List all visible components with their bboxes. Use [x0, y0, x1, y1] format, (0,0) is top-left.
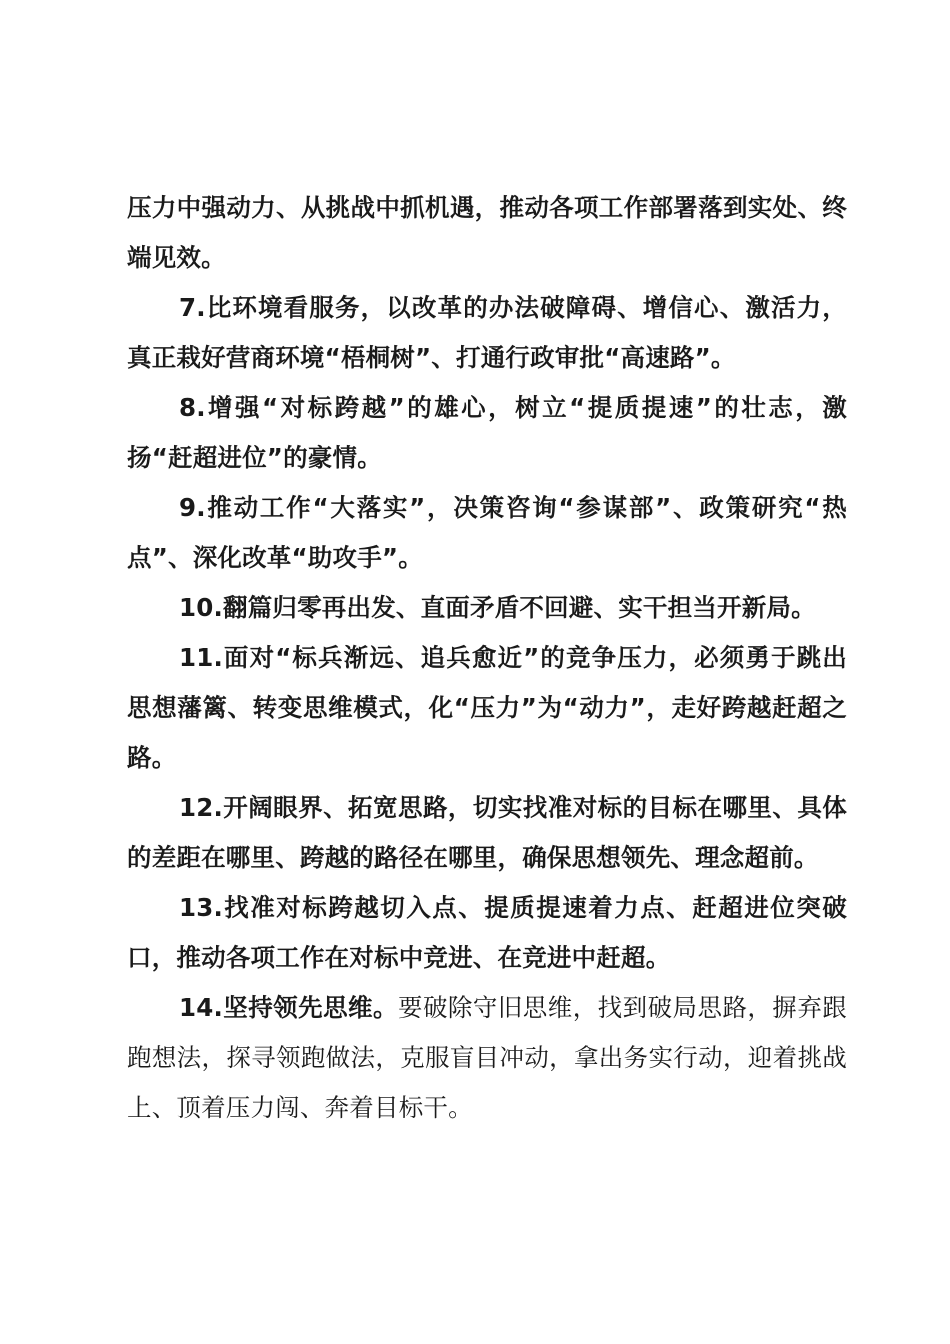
paragraph-text: 12.开阔眼界、拓宽思路，切实找准对标的目标在哪里、具体的差距在哪里、跨越的路径在哪里，确保思想领先、理念超前。 [127, 793, 847, 872]
paragraph-item-8 [127, 383, 847, 483]
paragraph-item-11 [127, 633, 847, 783]
paragraph-item-7 [127, 283, 847, 383]
paragraph-heading: 14.坚持领先思维。 [179, 993, 398, 1022]
paragraph-text: 压力中强动力、从挑战中抓机遇，推动各项工作部署落到实处、终端见效。 [127, 193, 847, 272]
paragraph-item-10 [127, 583, 847, 633]
document-body [127, 183, 847, 1133]
paragraph-text: 10.翻篇归零再出发、直面矛盾不回避、实干担当开新局。 [179, 593, 816, 622]
paragraph-text: 9.推动工作“大落实”，决策咨询“参谋部”、政策研究“热点”、深化改革“助攻手”。 [127, 493, 847, 572]
paragraph-item-12 [127, 783, 847, 883]
paragraph-text: 11.面对“标兵渐远、追兵愈近”的竞争压力，必须勇于跳出思想藩篱、转变思维模式，化“压力”为“动力”，走好跨越赶超之路。 [127, 643, 847, 772]
paragraph-item-14 [127, 983, 847, 1133]
paragraph-item-13 [127, 883, 847, 983]
paragraph-item-9 [127, 483, 847, 583]
paragraph-text: 13.找准对标跨越切入点、提质提速着力点、赶超进位突破口，推动各项工作在对标中竞进、在竞进中赶超。 [127, 893, 847, 972]
paragraph-text: 要破除守旧思维，找到破局思路，摒弃跟跑想法，探寻领跑做法，克服盲目冲动，拿出务实行动，迎着挑战上、顶着压力闯、奔着目标干。 [127, 993, 847, 1122]
paragraph-text: 8.增强“对标跨越”的雄心，树立“提质提速”的壮志，激扬“赶超进位”的豪情。 [127, 393, 847, 472]
paragraph-continuation [127, 183, 847, 283]
paragraph-text: 7.比环境看服务，以改革的办法破障碍、增信心、激活力，真正栽好营商环境“梧桐树”、打通行政审批“高速路”。 [127, 293, 847, 372]
